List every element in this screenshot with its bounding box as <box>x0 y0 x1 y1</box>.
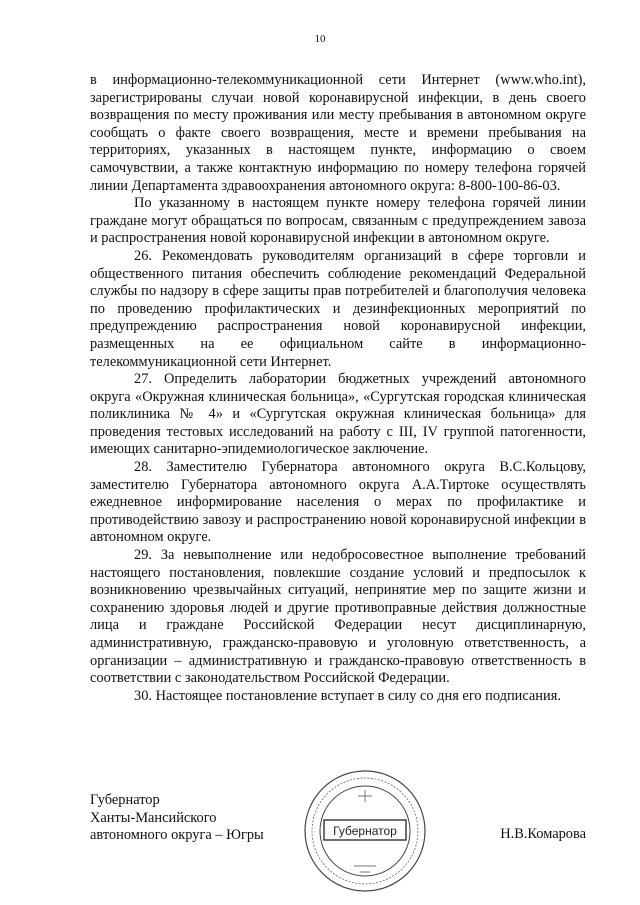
paragraph-28: 28. Заместителю Губернатора автономного округа В.С.Кольцову, заместителю Губернатора автономного округа А.А.Тиртоке осуществлять ежедневное информирование населения о мерах по профилактике и противодействию завозу и распространению новой коронавирусной инфекции в автономном округе. <box>90 459 586 546</box>
signature-block <box>90 790 586 900</box>
signer-title-line: Ханты-Мансийского <box>90 809 217 826</box>
signer-title-line: автономного округа – Югры <box>90 827 264 844</box>
seal-label: Губернатор <box>333 824 397 838</box>
paragraph-29: 29. За невыполнение или недобросовестное выполнение требований настоящего постановления, повлекшие создание условий и предпосылок к возникновению чрезвычайных ситуаций, непринятие мер по защите жизни и сохранению здоровья людей и другие противоправные действия должностные лица и граждане Российской Федерации несут дисциплинарную, административную, гражданско-правовую и уголовную ответственность, а организации – административную и гражданско-правовую ответственность в соответствии с законодательством Российской Федерации. <box>90 547 586 687</box>
paragraph-26: 26. Рекомендовать руководителям организаций в сфере торговли и общественного питания обеспечить соблюдение рекомендаций Федеральной службы по надзору в сфере защиты прав потребителей и благополучия человека по проведению профилактических и дезинфекционных мероприятий по предупреждению распространения новой коронавирусной инфекции, размещенных на ее официальном сайте в информационно-телекоммуникационной сети Интернет. <box>90 247 586 370</box>
paragraph-27: 27. Определить лаборатории бюджетных учреждений автономного округа «Окружная клиническая больница», «Сургутская городская клиническая поликлиника № 4» и «Сургутская окружная клиническая больница» для проведения тестовых исследований на работу с III, IV группой патогенности, имеющих санитарно-эпидемиологическое заключение. <box>90 371 586 458</box>
paragraph-hotline: По указанному в настоящем пункте номеру телефона горячей линии граждане могут обращаться по вопросам, связанным с предупреждением завоза и распространения новой коронавирусной инфекции в автономном округе. <box>90 195 586 247</box>
document-body <box>90 72 586 705</box>
page-number: 10 <box>314 33 326 45</box>
official-seal <box>302 768 428 894</box>
paragraph-30: 30. Настоящее постановление вступает в силу со дня его подписания. <box>134 687 561 704</box>
signer-title-line: Губернатор <box>90 792 160 808</box>
signer-name: Н.В.Комарова <box>500 826 586 842</box>
signer-title <box>90 792 264 845</box>
paragraph-continuation: в информационно-телекоммуникационной сети Интернет (www.who.int), зарегистрированы случаи новой коронавирусной инфекции, в день своего возвращения по месту проживания или месту пребывания в автономном округе сообщать о факте своего возвращения, месте и времени пребывания на территориях, указанных в настоящем пункте, информацию о своем самочувствии, а также контактную информацию по номеру телефона горячей линии Департамента здравоохранения автономного округа: 8-800-100-86-03. <box>90 72 586 194</box>
